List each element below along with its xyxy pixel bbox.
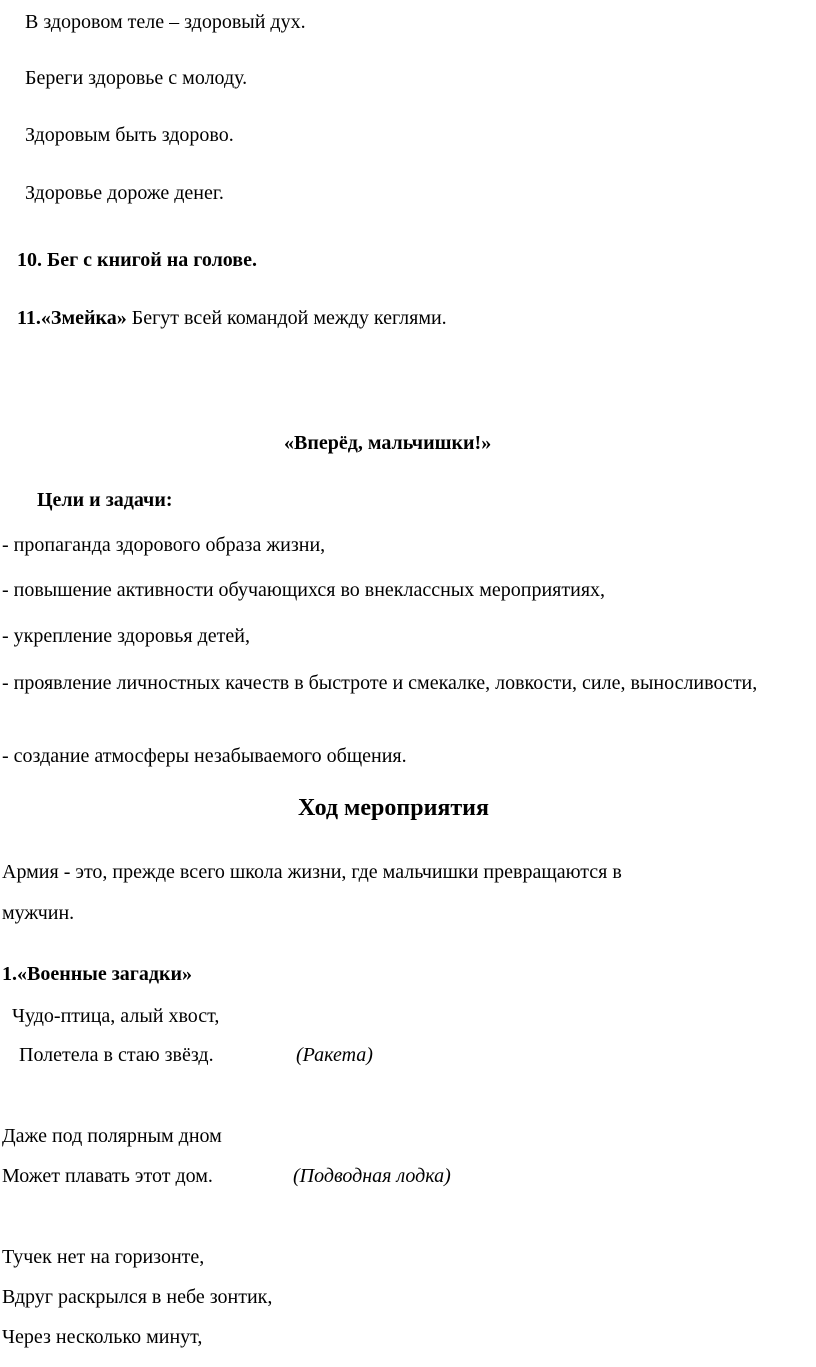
course-heading: Ход мероприятия — [298, 795, 489, 821]
riddle-line: Вдруг раскрылся в небе зонтик, — [2, 1286, 273, 1308]
riddle-line: Через несколько минут, — [2, 1326, 203, 1348]
proverb-line: Здоровье дороже денег. — [25, 182, 224, 204]
riddle-line: Тучек нет на горизонте, — [2, 1246, 205, 1268]
list-item-11-title: 11.«Змейка» — [17, 307, 127, 329]
riddle-line: Полетела в стаю звёзд. — [19, 1044, 214, 1066]
event-title: «Вперёд, мальчишки!» — [284, 432, 492, 454]
proverb-line: Здоровым быть здорово. — [25, 124, 234, 146]
riddle-line: Даже под полярным дном — [2, 1125, 222, 1147]
proverb-line: В здоровом теле – здоровый дух. — [25, 11, 306, 33]
list-item-11-text: Бегут всей командой между кеглями. — [126, 307, 447, 329]
goal-item: - укрепление здоровья детей, — [2, 625, 250, 647]
intro-line: Армия - это, прежде всего школа жизни, где мальчишки превращаются в — [2, 861, 622, 883]
goal-item: - пропаганда здорового образа жизни, — [2, 534, 326, 556]
intro-line: мужчин. — [2, 902, 75, 924]
riddle-answer: (Подводная лодка) — [293, 1165, 451, 1187]
section-heading: 1.«Военные загадки» — [2, 963, 193, 985]
list-item-10: 10. Бег с книгой на голове. — [17, 249, 257, 271]
list-item-11 — [17, 306, 447, 330]
riddle-answer: (Ракета) — [296, 1044, 373, 1066]
riddle-line: Чудо-птица, алый хвост, — [12, 1005, 220, 1027]
goal-item: - создание атмосферы незабываемого общения. — [2, 745, 407, 767]
proverb-line: Береги здоровье с молоду. — [25, 67, 248, 89]
goal-item: - повышение активности обучающихся во внеклассных мероприятиях, — [2, 579, 606, 601]
riddle-line: Может плавать этот дом. — [2, 1165, 213, 1187]
goals-heading: Цели и задачи: — [37, 489, 173, 511]
goal-item: - проявление личностных качеств в быстроте и смекалке, ловкости, силе, выносливости, — [2, 672, 758, 694]
